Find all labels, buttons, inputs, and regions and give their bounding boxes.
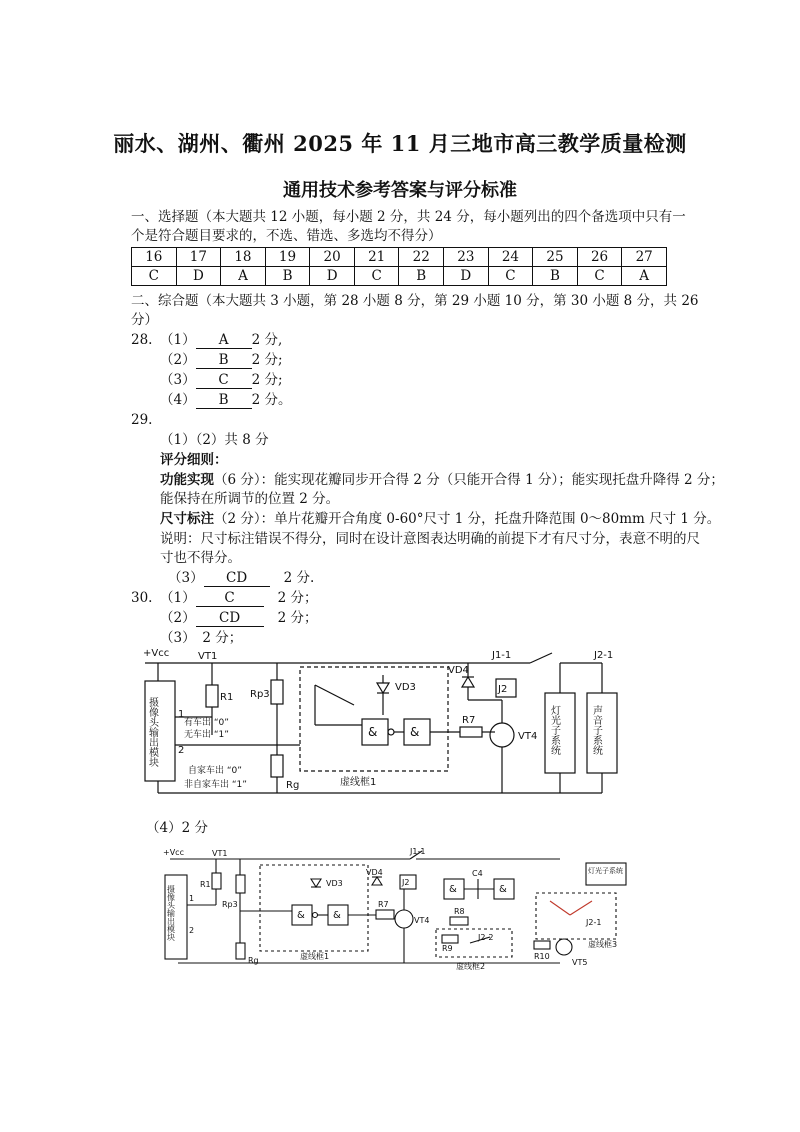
pin2-label: 2 xyxy=(189,926,195,935)
rg-label: Rg xyxy=(248,956,259,965)
q29-function-line1: 功能实现（6 分）：能实现花瓣同步开合得 2 分（只能开合得 1 分）；能实现托盘升降得 2 分； xyxy=(160,472,724,488)
rg-resistor xyxy=(271,755,283,777)
answer-table-numbers-row xyxy=(132,248,667,267)
answer-blank: CD xyxy=(196,611,264,627)
pin1-label: 1 xyxy=(178,709,185,720)
r7-label: R7 xyxy=(462,715,476,726)
pin1-label: 1 xyxy=(189,894,195,903)
r10-resistor xyxy=(534,941,550,949)
rg-label: Rg xyxy=(286,780,300,791)
answer-cell: A xyxy=(622,267,667,286)
vd4-label: VD4 xyxy=(366,868,383,877)
answer-cell: C xyxy=(354,267,399,286)
answer-cell: D xyxy=(444,267,489,286)
gate-symbol: & xyxy=(297,910,305,921)
dashed-box-3 xyxy=(536,893,616,939)
answer-cell: B xyxy=(265,267,310,286)
vcc-label: +Vcc xyxy=(163,848,184,857)
r8-resistor xyxy=(450,917,468,925)
camera-module-label: 摄像头输出模块 xyxy=(166,885,176,941)
vd3-diode xyxy=(311,879,321,887)
question-number: 27 xyxy=(622,248,667,267)
box2-label: 虚线框2 xyxy=(456,962,486,971)
answer-cell: C xyxy=(577,267,622,286)
q30-item-1: （1） C 2 分； xyxy=(160,590,318,606)
gate-symbol: & xyxy=(368,725,378,739)
answer-table-answers-row xyxy=(132,267,667,286)
answer-table xyxy=(131,247,667,286)
not-own-car-label: 非自家车出 “1” xyxy=(184,780,247,790)
vd3-label: VD3 xyxy=(326,879,343,888)
rp3-label: Rp3 xyxy=(222,900,238,909)
q28-item-1: （1） A 2 分, xyxy=(160,332,283,348)
dashed-box-1 xyxy=(260,865,368,951)
answer-cell: B xyxy=(399,267,444,286)
j11-label: J1-1 xyxy=(410,847,426,856)
vt4-label: VT4 xyxy=(518,731,538,742)
rp3-label: Rp3 xyxy=(250,689,270,700)
box1-label: 虚线框1 xyxy=(300,952,330,961)
vd4-label: VD4 xyxy=(448,665,469,676)
r1-label: R1 xyxy=(200,880,211,889)
gate-symbol: & xyxy=(499,884,507,895)
q29-note-line1: 说明：尺寸标注错误不得分，同时在设计意图表达明确的前提下才有尺寸分，表意不明的尺 xyxy=(160,531,700,547)
r7-resistor xyxy=(376,910,394,919)
answer-cell: C xyxy=(488,267,533,286)
j2-label: J2 xyxy=(402,878,410,887)
j22-label: J2-2 xyxy=(478,933,494,942)
rp3-resistor xyxy=(236,875,245,893)
q29-function-line2: 能保持在所调节的位置 2 分。 xyxy=(160,491,340,507)
answer-blank: C xyxy=(196,373,252,389)
car-none-label: 无车出 “1” xyxy=(184,730,229,740)
answer-blank: CD xyxy=(204,571,270,587)
vt5-transistor xyxy=(556,939,572,955)
own-car-label: 自家车出 “0” xyxy=(188,766,242,776)
section1-intro-line2: 个是符合题目要求的，不选、错选、多选均不得分） xyxy=(131,228,442,244)
box1-label: 虚线框1 xyxy=(340,777,377,788)
question-number: 19 xyxy=(265,248,310,267)
answer-cell: A xyxy=(221,267,266,286)
answer-blank: B xyxy=(196,353,252,369)
vd4-diode xyxy=(462,677,474,687)
vt4-transistor xyxy=(490,723,514,747)
box3-label: 虚线框3 xyxy=(588,940,618,949)
rp3-resistor xyxy=(271,680,283,704)
answer-blank: B xyxy=(196,393,252,409)
j11-label: J1-1 xyxy=(492,650,512,661)
answer-blank: C xyxy=(196,591,264,607)
section2-intro-line1: 二、综合题（本大题共 3 小题，第 28 小题 8 分，第 29 小题 10 分，第 30 小题 8 分，共 26 xyxy=(131,293,699,309)
vt4-transistor xyxy=(395,910,413,928)
vt1-label: VT1 xyxy=(212,849,228,858)
q29-part12: （1）（2）共 8 分 xyxy=(160,432,269,448)
r1-resistor xyxy=(206,685,218,707)
vd3-label: VD3 xyxy=(395,682,416,693)
page-title: 丽水、湖州、衢州 2025 年 11 月三地市高三教学质量检测 xyxy=(113,131,687,156)
r1-label: R1 xyxy=(220,692,234,703)
answer-cell: B xyxy=(533,267,578,286)
q30-number: 30. xyxy=(131,590,153,606)
q30-part3: （3） 2 分； xyxy=(160,630,243,646)
section2-intro-line2: 分） xyxy=(131,312,158,328)
q30-part4: （4）2 分 xyxy=(146,820,208,836)
camera-module-label: 摄像头输出模块 xyxy=(146,697,158,767)
q30-item-2: （2） CD 2 分； xyxy=(160,610,318,626)
vt4-label: VT4 xyxy=(414,916,430,925)
j21-label: J2-1 xyxy=(586,918,602,927)
answer-cell: D xyxy=(176,267,221,286)
pin2-label: 2 xyxy=(178,745,185,756)
r1-resistor xyxy=(212,873,221,889)
light-subsystem-label: 灯光子系统 xyxy=(548,705,560,755)
j21-switch-arm xyxy=(570,901,592,915)
j21-switch-arm xyxy=(550,901,570,915)
r8-label: R8 xyxy=(454,907,465,916)
question-number: 16 xyxy=(132,248,177,267)
section1-intro-line1: 一、选择题（本大题共 12 小题，每小题 2 分，共 24 分，每小题列出的四个备选项中只有一 xyxy=(131,209,686,225)
car-have-label: 有车出 “0” xyxy=(184,718,229,728)
vcc-label: +Vcc xyxy=(143,648,170,659)
circuit-diagram-2 xyxy=(160,845,630,975)
q28-item-4: （4） B 2 分。 xyxy=(160,392,292,408)
question-number: 21 xyxy=(354,248,399,267)
question-number: 23 xyxy=(444,248,489,267)
gate-symbol: & xyxy=(449,884,457,895)
q28-number: 28. xyxy=(131,332,153,348)
vt5-label: VT5 xyxy=(572,958,588,967)
page-subtitle: 通用技术参考答案与评分标准 xyxy=(283,180,517,201)
circuit-diagram-1 xyxy=(140,645,640,805)
r9-resistor xyxy=(442,935,458,943)
light-subsystem-label: 灯光子系统 xyxy=(588,867,623,875)
q29-detail-title: 评分细则： xyxy=(160,452,228,468)
q29-number: 29. xyxy=(131,412,153,428)
j2-label: J2 xyxy=(498,684,508,695)
gate-symbol: & xyxy=(410,725,420,739)
question-number: 24 xyxy=(488,248,533,267)
r7-label: R7 xyxy=(378,900,389,909)
vd3-diode xyxy=(377,683,389,693)
q29-part3: （3） CD 2 分. xyxy=(168,570,315,586)
q29-note-line2: 寸也不得分。 xyxy=(160,550,241,566)
vt1-label: VT1 xyxy=(198,651,218,662)
answer-blank: A xyxy=(196,333,252,349)
rg-resistor xyxy=(236,943,245,959)
r10-label: R10 xyxy=(534,952,550,961)
question-number: 26 xyxy=(577,248,622,267)
c4-label: C4 xyxy=(472,869,483,878)
vd4-diode xyxy=(372,877,382,885)
question-number: 25 xyxy=(533,248,578,267)
answer-cell: C xyxy=(132,267,177,286)
question-number: 22 xyxy=(399,248,444,267)
q29-dimension-line: 尺寸标注（2 分）：单片花瓣开合角度 0-60°尺寸 1 分，托盘升降范围 0～80mm 尺寸 1 分。 xyxy=(160,511,721,527)
j21-label: J2-1 xyxy=(594,650,614,661)
r9-label: R9 xyxy=(442,944,453,953)
q28-item-3: （3） C 2 分; xyxy=(160,372,283,388)
q28-item-2: （2） B 2 分; xyxy=(160,352,283,368)
gate-symbol: & xyxy=(333,910,341,921)
r7-resistor xyxy=(460,727,482,737)
answer-cell: D xyxy=(310,267,355,286)
question-number: 20 xyxy=(310,248,355,267)
question-number: 17 xyxy=(176,248,221,267)
question-number: 18 xyxy=(221,248,266,267)
sound-subsystem-label: 声音子系统 xyxy=(590,705,602,755)
